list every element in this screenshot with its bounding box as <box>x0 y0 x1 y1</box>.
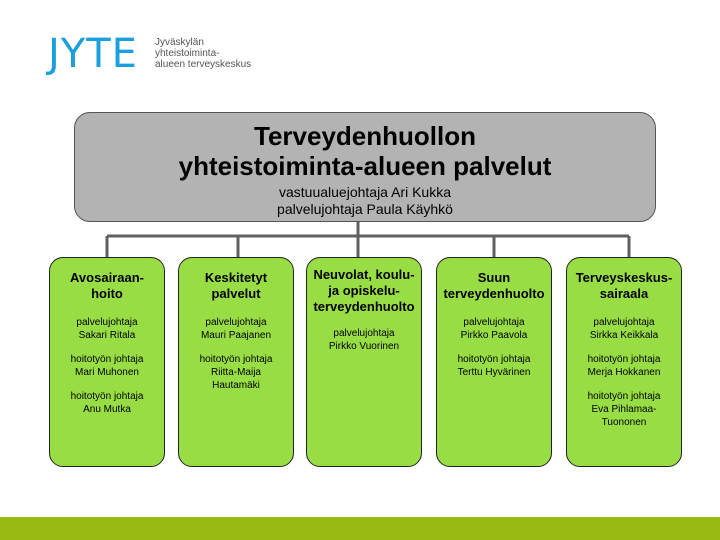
staff-role: palvelujohtaja <box>463 317 525 328</box>
staff-name: Tuononen <box>601 417 647 428</box>
staff-name: Sirkka Keikkala <box>589 330 659 341</box>
staff-role: hoitotyön johtaja <box>70 391 144 402</box>
logo-subtitle-line-3: alueen terveyskeskus <box>155 59 252 70</box>
staff-role: palvelujohtaja <box>205 317 267 328</box>
org-root-title-line-2: yhteistoiminta-alueen palvelut <box>178 151 552 181</box>
unit-title-line: Avosairaan- <box>70 270 144 285</box>
staff-name: Mari Muhonen <box>75 367 139 378</box>
staff-name: Pirkko Vuorinen <box>328 341 400 352</box>
staff-entry <box>437 316 551 342</box>
staff-name: Terttu Hyvärinen <box>457 367 531 378</box>
staff-role: palvelujohtaja <box>76 317 138 328</box>
unit-title <box>50 270 164 302</box>
staff-entry <box>50 390 164 416</box>
staff-role: hoitotyön johtaja <box>457 354 531 365</box>
org-root-leader-1: vastuualuejohtaja Ari Kukka <box>279 184 451 200</box>
unit-neuvolat <box>306 257 422 467</box>
unit-title-line: sairaala <box>599 286 649 301</box>
unit-title-line: palvelut <box>211 286 261 301</box>
staff-role: hoitotyön johtaja <box>70 354 144 365</box>
staff-name: Riitta-Maija <box>210 367 261 378</box>
unit-title-line: Terveyskeskus- <box>575 270 673 285</box>
unit-staff <box>567 316 681 429</box>
staff-name: Hautamäki <box>212 380 260 391</box>
org-root-title-line-1: Terveydenhuollon <box>254 121 476 151</box>
logo-subtitle-line-2: yhteistoiminta- <box>155 48 220 59</box>
staff-entry <box>50 353 164 379</box>
unit-suun-terveydenhuolto <box>436 257 552 467</box>
unit-title <box>179 270 293 302</box>
staff-entry <box>179 316 293 342</box>
staff-entry <box>567 353 681 379</box>
unit-avosairaanhoito <box>49 257 165 467</box>
staff-role: palvelujohtaja <box>333 328 395 339</box>
unit-staff <box>50 316 164 416</box>
staff-role: hoitotyön johtaja <box>587 354 661 365</box>
staff-role: hoitotyön johtaja <box>199 354 273 365</box>
unit-title-line: hoito <box>91 286 123 301</box>
unit-title-line: Suun <box>477 270 511 285</box>
logo-wordmark: JYTE <box>48 31 138 77</box>
unit-title-line: ja opiskelu- <box>328 283 400 298</box>
footer-band <box>0 517 720 540</box>
unit-keskitetyt-palvelut <box>178 257 294 467</box>
staff-entry <box>437 353 551 379</box>
staff-role: hoitotyön johtaja <box>587 391 661 402</box>
staff-name: Mauri Paajanen <box>200 330 272 341</box>
staff-name: Anu Mutka <box>83 404 131 415</box>
staff-entry <box>307 327 421 353</box>
staff-entry <box>567 390 681 429</box>
unit-title <box>307 267 421 315</box>
unit-title-line: terveydenhuolto <box>443 286 545 301</box>
unit-staff <box>307 327 421 353</box>
staff-entry <box>567 316 681 342</box>
unit-title-line: Neuvolat, koulu- <box>313 267 415 282</box>
unit-terveyskeskussairaala <box>566 257 682 467</box>
unit-title-line: terveydenhuolto <box>313 299 415 314</box>
staff-name: Merja Hokkanen <box>587 367 661 378</box>
staff-entry <box>179 353 293 392</box>
logo-subtitle-line-1: Jyväskylän <box>155 37 204 48</box>
unit-staff <box>179 316 293 392</box>
unit-staff <box>437 316 551 379</box>
staff-name: Eva Pihlamaa- <box>591 404 657 415</box>
staff-name: Sakari Ritala <box>78 330 136 341</box>
org-root-leader-2: palvelujohtaja Paula Käyhkö <box>277 201 453 217</box>
staff-role: palvelujohtaja <box>593 317 655 328</box>
unit-title <box>567 270 681 302</box>
unit-title-line: Keskitetyt <box>204 270 268 285</box>
staff-entry <box>50 316 164 342</box>
unit-title <box>437 270 551 302</box>
staff-name: Pirkko Paavola <box>460 330 528 341</box>
